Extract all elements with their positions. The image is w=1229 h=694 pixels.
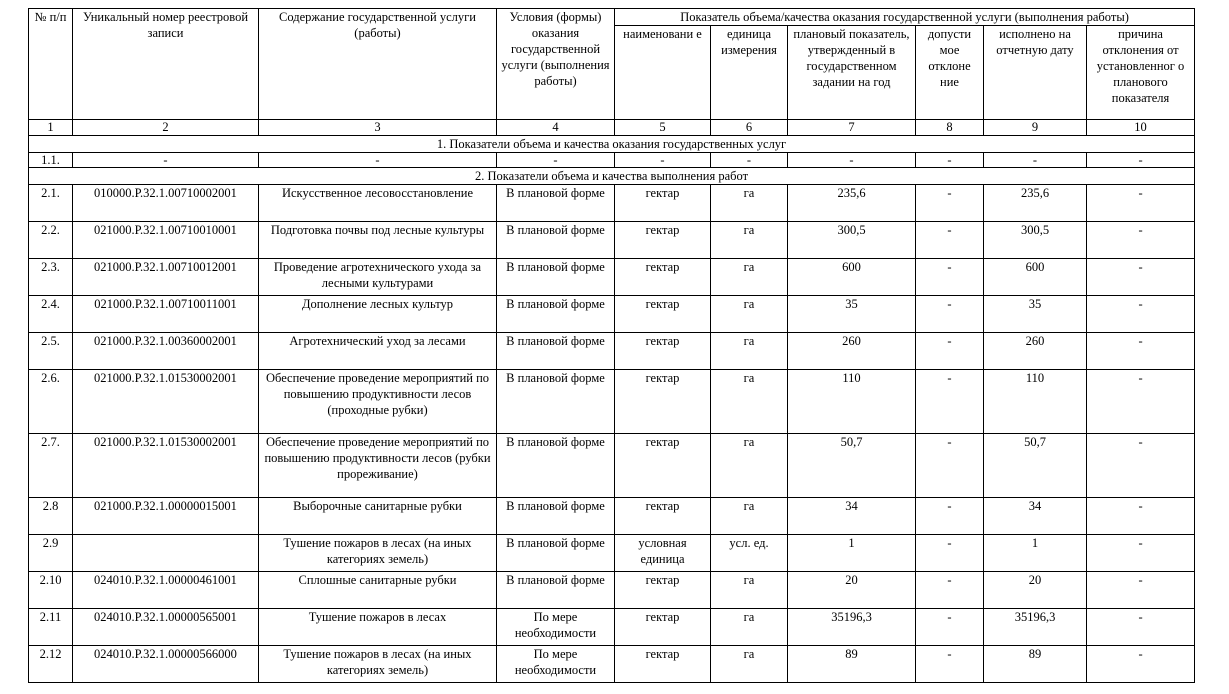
cell-row-number: 2.7. <box>29 434 73 498</box>
cell-row-number: 2.5. <box>29 333 73 370</box>
cell-executed: 50,7 <box>984 434 1087 498</box>
cell-unit: га <box>711 572 788 609</box>
cell-conditions: По мере необходимости <box>497 646 615 683</box>
cell-registry-number: 024010.Р.32.1.00000565001 <box>73 609 259 646</box>
header-conditions: Условия (формы) оказания государственной услуги (выполнения работы) <box>497 9 615 120</box>
cell-name: гектар <box>615 222 711 259</box>
cell-conditions: В плановой форме <box>497 572 615 609</box>
cell-executed: 300,5 <box>984 222 1087 259</box>
cell-planned: 110 <box>788 370 916 434</box>
section-2-title: 2. Показатели объема и качества выполнения работ <box>29 168 1195 185</box>
cell-planned: 235,6 <box>788 185 916 222</box>
table-row <box>29 185 1195 222</box>
header-deviation-reason: причина отклонения от установленног о планового показателя <box>1087 26 1195 120</box>
cell-service-content: Тушение пожаров в лесах (на иных категориях земель) <box>259 535 497 572</box>
cell-service-content: Тушение пожаров в лесах <box>259 609 497 646</box>
header-allowed-deviation: допусти мое отклоне ние <box>916 26 984 120</box>
cell-conditions: - <box>497 153 615 168</box>
cell-registry-number: 021000.Р.32.1.00710012001 <box>73 259 259 296</box>
cell-row-number: 2.4. <box>29 296 73 333</box>
cell-service-content: Тушение пожаров в лесах (на иных категориях земель) <box>259 646 497 683</box>
table-row <box>29 646 1195 683</box>
cell-unit: га <box>711 259 788 296</box>
cell-conditions: В плановой форме <box>497 535 615 572</box>
cell-allowed-deviation: - <box>916 333 984 370</box>
header-indicator-group: Показатель объема/качества оказания государственной услуги (выполнения работы) <box>615 9 1195 26</box>
cell-unit: га <box>711 498 788 535</box>
cell-name: гектар <box>615 434 711 498</box>
table-row <box>29 434 1195 498</box>
cell-name: гектар <box>615 498 711 535</box>
cell-conditions: В плановой форме <box>497 185 615 222</box>
cell-registry-number: 021000.Р.32.1.00710010001 <box>73 222 259 259</box>
cell-planned: 600 <box>788 259 916 296</box>
cell-row-number: 2.3. <box>29 259 73 296</box>
cell-allowed-deviation: - <box>916 609 984 646</box>
cell-registry-number: - <box>73 153 259 168</box>
cell-allowed-deviation: - <box>916 498 984 535</box>
cell-allowed-deviation: - <box>916 572 984 609</box>
cell-deviation-reason: - <box>1087 333 1195 370</box>
cell-deviation-reason: - <box>1087 434 1195 498</box>
cell-allowed-deviation: - <box>916 222 984 259</box>
cell-service-content: Подготовка почвы под лесные культуры <box>259 222 497 259</box>
cell-row-number: 2.12 <box>29 646 73 683</box>
column-number: 7 <box>788 120 916 136</box>
table-row <box>29 222 1195 259</box>
column-number: 9 <box>984 120 1087 136</box>
cell-conditions: В плановой форме <box>497 498 615 535</box>
column-number: 6 <box>711 120 788 136</box>
header-service-content: Содержание государственной услуги (работы) <box>259 9 497 120</box>
cell-name: гектар <box>615 609 711 646</box>
header-unit: единица измерения <box>711 26 788 120</box>
cell-name: гектар <box>615 296 711 333</box>
cell-service-content: Сплошные санитарные рубки <box>259 572 497 609</box>
cell-service-content: Проведение агротехнического ухода за лесными культурами <box>259 259 497 296</box>
cell-name: гектар <box>615 572 711 609</box>
cell-planned: 35 <box>788 296 916 333</box>
cell-executed: 89 <box>984 646 1087 683</box>
cell-unit: усл. ед. <box>711 535 788 572</box>
table-row <box>29 609 1195 646</box>
cell-executed: 260 <box>984 333 1087 370</box>
cell-planned: 50,7 <box>788 434 916 498</box>
column-number: 8 <box>916 120 984 136</box>
cell-deviation-reason: - <box>1087 572 1195 609</box>
cell-conditions: В плановой форме <box>497 434 615 498</box>
cell-conditions: В плановой форме <box>497 333 615 370</box>
cell-deviation-reason: - <box>1087 498 1195 535</box>
cell-deviation-reason: - <box>1087 259 1195 296</box>
cell-executed: 110 <box>984 370 1087 434</box>
table-row <box>29 572 1195 609</box>
table-body <box>29 120 1195 683</box>
header-registry-number: Уникальный номер реестровой записи <box>73 9 259 120</box>
cell-deviation-reason: - <box>1087 370 1195 434</box>
cell-planned: - <box>788 153 916 168</box>
cell-unit: га <box>711 185 788 222</box>
cell-row-number: 2.9 <box>29 535 73 572</box>
cell-deviation-reason: - <box>1087 185 1195 222</box>
cell-planned: 35196,3 <box>788 609 916 646</box>
cell-unit: га <box>711 646 788 683</box>
cell-row-number: 2.6. <box>29 370 73 434</box>
cell-unit: га <box>711 222 788 259</box>
table-row <box>29 498 1195 535</box>
cell-conditions: В плановой форме <box>497 259 615 296</box>
cell-registry-number: 021000.Р.32.1.00000015001 <box>73 498 259 535</box>
cell-unit: га <box>711 296 788 333</box>
cell-executed: 35196,3 <box>984 609 1087 646</box>
cell-planned: 300,5 <box>788 222 916 259</box>
table-row <box>29 296 1195 333</box>
cell-name: гектар <box>615 259 711 296</box>
cell-deviation-reason: - <box>1087 153 1195 168</box>
cell-registry-number: 021000.Р.32.1.01530002001 <box>73 370 259 434</box>
column-number: 4 <box>497 120 615 136</box>
header-name: наименовани е <box>615 26 711 120</box>
cell-planned: 34 <box>788 498 916 535</box>
cell-allowed-deviation: - <box>916 535 984 572</box>
cell-planned: 20 <box>788 572 916 609</box>
cell-allowed-deviation: - <box>916 646 984 683</box>
cell-executed: 34 <box>984 498 1087 535</box>
header-executed: исполнено на отчетную дату <box>984 26 1087 120</box>
cell-service-content: Обеспечение проведение мероприятий по повышению продуктивности лесов (рубки прореживание) <box>259 434 497 498</box>
cell-planned: 89 <box>788 646 916 683</box>
column-number: 1 <box>29 120 73 136</box>
cell-service-content: Обеспечение проведение мероприятий по повышению продуктивности лесов (проходные рубки) <box>259 370 497 434</box>
table-row <box>29 370 1195 434</box>
cell-registry-number: 024010.Р.32.1.00000566000 <box>73 646 259 683</box>
table-header <box>29 9 1195 120</box>
table-row <box>29 259 1195 296</box>
cell-row-number: 2.10 <box>29 572 73 609</box>
section-2-title-row <box>29 168 1195 185</box>
cell-allowed-deviation: - <box>916 153 984 168</box>
cell-service-content: - <box>259 153 497 168</box>
cell-executed: 600 <box>984 259 1087 296</box>
cell-name: условная единица <box>615 535 711 572</box>
cell-registry-number <box>73 535 259 572</box>
cell-row-number: 2.2. <box>29 222 73 259</box>
cell-planned: 260 <box>788 333 916 370</box>
section-1-title: 1. Показатели объема и качества оказания государственных услуг <box>29 136 1195 153</box>
cell-deviation-reason: - <box>1087 646 1195 683</box>
cell-conditions: В плановой форме <box>497 370 615 434</box>
cell-row-number: 2.8 <box>29 498 73 535</box>
cell-deviation-reason: - <box>1087 535 1195 572</box>
cell-registry-number: 021000.Р.32.1.01530002001 <box>73 434 259 498</box>
cell-executed: 1 <box>984 535 1087 572</box>
cell-name: гектар <box>615 333 711 370</box>
cell-deviation-reason: - <box>1087 609 1195 646</box>
cell-executed: 20 <box>984 572 1087 609</box>
cell-allowed-deviation: - <box>916 296 984 333</box>
report-table <box>28 8 1195 683</box>
cell-executed: - <box>984 153 1087 168</box>
column-number: 3 <box>259 120 497 136</box>
cell-registry-number: 010000.Р.32.1.00710002001 <box>73 185 259 222</box>
table-row <box>29 333 1195 370</box>
cell-conditions: По мере необходимости <box>497 609 615 646</box>
cell-allowed-deviation: - <box>916 185 984 222</box>
section-1-title-row <box>29 136 1195 153</box>
cell-row-number: 2.11 <box>29 609 73 646</box>
cell-unit: га <box>711 333 788 370</box>
cell-row-number: 1.1. <box>29 153 73 168</box>
cell-deviation-reason: - <box>1087 296 1195 333</box>
cell-allowed-deviation: - <box>916 259 984 296</box>
column-numbers-row <box>29 120 1195 136</box>
column-number: 5 <box>615 120 711 136</box>
header-row-number: № п/п <box>29 9 73 120</box>
cell-registry-number: 024010.Р.32.1.00000461001 <box>73 572 259 609</box>
cell-unit: - <box>711 153 788 168</box>
column-number: 10 <box>1087 120 1195 136</box>
cell-service-content: Дополнение лесных культур <box>259 296 497 333</box>
cell-allowed-deviation: - <box>916 434 984 498</box>
cell-allowed-deviation: - <box>916 370 984 434</box>
cell-unit: га <box>711 609 788 646</box>
cell-executed: 35 <box>984 296 1087 333</box>
section-1-row <box>29 153 1195 168</box>
cell-name: гектар <box>615 646 711 683</box>
table-row <box>29 535 1195 572</box>
cell-deviation-reason: - <box>1087 222 1195 259</box>
cell-service-content: Искусственное лесовосстановление <box>259 185 497 222</box>
cell-name: гектар <box>615 185 711 222</box>
header-planned: плановый показатель, утвержденный в государственном задании на год <box>788 26 916 120</box>
cell-planned: 1 <box>788 535 916 572</box>
cell-service-content: Выборочные санитарные рубки <box>259 498 497 535</box>
cell-unit: га <box>711 370 788 434</box>
cell-registry-number: 021000.Р.32.1.00360002001 <box>73 333 259 370</box>
cell-row-number: 2.1. <box>29 185 73 222</box>
cell-name: гектар <box>615 370 711 434</box>
cell-registry-number: 021000.Р.32.1.00710011001 <box>73 296 259 333</box>
column-number: 2 <box>73 120 259 136</box>
cell-service-content: Агротехнический уход за лесами <box>259 333 497 370</box>
cell-conditions: В плановой форме <box>497 296 615 333</box>
cell-conditions: В плановой форме <box>497 222 615 259</box>
cell-unit: га <box>711 434 788 498</box>
cell-executed: 235,6 <box>984 185 1087 222</box>
cell-name: - <box>615 153 711 168</box>
